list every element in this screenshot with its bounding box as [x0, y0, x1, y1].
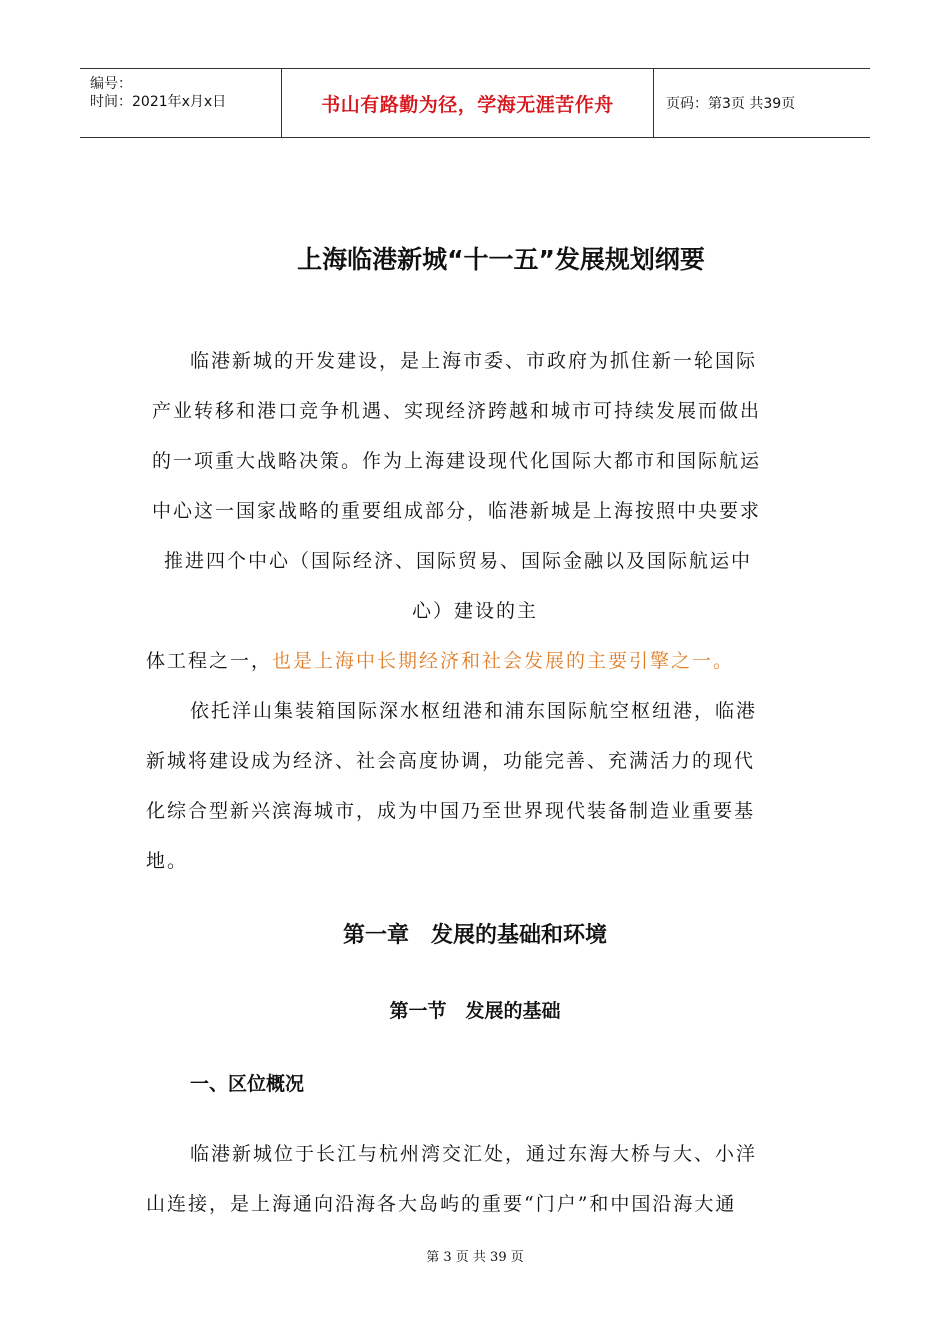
header-info-cell — [80, 69, 282, 137]
header-motto-cell — [282, 69, 654, 137]
intro-line: 中心这一国家战略的重要组成部分，临港新城是上海按照中央要求 — [152, 500, 762, 522]
header-motto: 书山有路勤为径，学海无涯苦作舟 — [321, 93, 614, 116]
para2-line: 地。 — [146, 850, 189, 872]
para2-line: 依托洋山集装箱国际深水枢纽港和浦东国际航空枢纽港，临港 — [190, 700, 758, 722]
section-heading: 第一节 发展的基础 — [389, 1000, 561, 1022]
intro-tail-highlight: 也是上海中长期经济和社会发展的主要引擎之一。 — [272, 650, 735, 672]
intro-line: 心）建设的主 — [411, 600, 538, 622]
subsection-heading: 一、区位概况 — [190, 1073, 305, 1095]
page-header — [80, 68, 870, 138]
header-page-info: 页码：第3页 共39页 — [666, 96, 796, 112]
page-footer: 第 3 页 共 39 页 — [426, 1250, 524, 1265]
para3-line: 山连接，是上海通向沿海各大岛屿的重要“门户”和中国沿海大通 — [146, 1193, 737, 1215]
intro-tail-line — [146, 646, 734, 673]
document-title: 上海临港新城“十一五”发展规划纲要 — [297, 245, 705, 274]
para3-line: 临港新城位于长江与杭州湾交汇处，通过东海大桥与大、小洋 — [190, 1143, 758, 1165]
para2-line: 新城将建设成为经济、社会高度协调，功能完善、充满活力的现代 — [146, 750, 756, 772]
intro-tail-plain: 体工程之一， — [146, 650, 273, 672]
document-date: 时间：2021年x月x日 — [90, 94, 227, 110]
document-number-label: 编号： — [90, 76, 132, 92]
intro-line: 推进四个中心（国际经济、国际贸易、国际金融以及国际航运中 — [164, 550, 753, 572]
intro-line: 临港新城的开发建设，是上海市委、市政府为抓住新一轮国际 — [190, 350, 758, 372]
para2-line: 化综合型新兴滨海城市，成为中国乃至世界现代装备制造业重要基 — [146, 800, 756, 822]
intro-line: 产业转移和港口竞争机遇、实现经济跨越和城市可持续发展而做出 — [152, 400, 762, 422]
chapter-heading: 第一章 发展的基础和环境 — [342, 923, 607, 948]
intro-line: 的一项重大战略决策。作为上海建设现代化国际大都市和国际航运 — [152, 450, 762, 472]
